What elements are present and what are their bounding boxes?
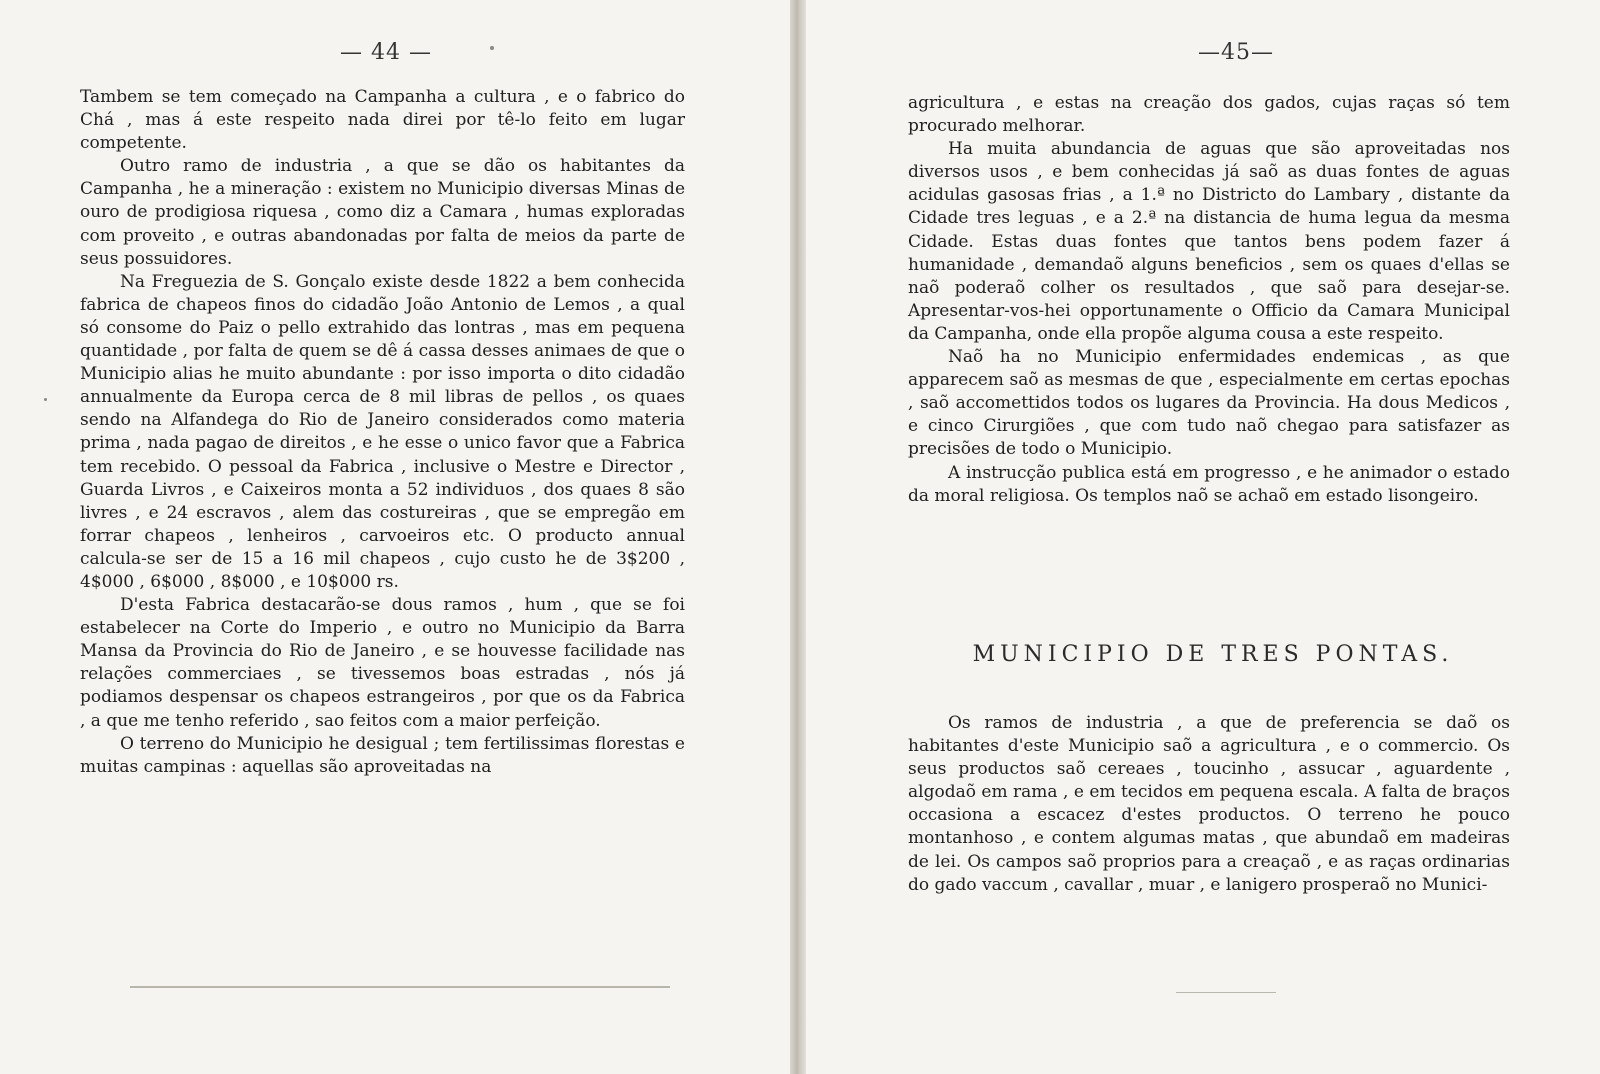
paragraph: Ha muita abundancia de aguas que são aproveitadas nos diversos usos , e bem conhecidas já saõ as duas fontes de aguas acidulas gasosas frias , a 1.ª no Districto do Lambary , distante da Cidade tres leguas , e a 2.ª na distancia de huma legua da mesma Cidade. Estas duas fontes que tantos bens podem fazer á humanidade , demandaõ alguns beneficios , sem os quaes d'ellas se naõ poderaõ colher os resultados , que saõ para desejar-se. Apresentar-vos-hei opportunamente o Officio da Camara Municipal da Campanha, onde ella propõe alguma cousa a este respeito. bbox=[908, 139, 1510, 344]
page-number: — 44 — bbox=[340, 40, 432, 65]
paragraph: agricultura , e estas na creação dos gados, cujas raças só tem procurado melhorar. bbox=[908, 93, 1510, 137]
paragraph: Os ramos de industria , a que de preferencia se daõ os habitantes d'este Municipio saõ a agricultura , e o commercio. Os seus productos saõ cereaes , toucinho , assucar , aguardente , algodaõ em rama , e em tecidos em pequena escala. A falta de braços occasiona a escacez d'estes productos. O terreno he pouco montanhoso , e contem algumas matas , que abundaõ em madeiras de lei. Os campos saõ proprios para a creaçaõ , e as raças ordinarias do gado vaccum , cavallar , muar , e lanigero prosperaõ no Munici- bbox=[908, 713, 1510, 895]
paragraph: A instrucção publica está em progresso , e he animador o estado da moral religiosa. Os templos naõ se achaõ em estado lisongeiro. bbox=[908, 462, 1510, 506]
right-page bbox=[806, 0, 1600, 1074]
paragraph: D'esta Fabrica destacarão-se dous ramos , hum , que se foi estabelecer na Corte do Imperio , e outro no Municipio da Barra Mansa da Provincia do Rio de Janeiro , e se houvesse facilidade nas relações commerciaes , se tivessemos boas estradas , nós já podiamos despensar os chapeos estrangeiros , por que os da Fabrica , a que me tenho referido , sao feitos com a maior perfeição. bbox=[80, 595, 685, 731]
ink-speck bbox=[44, 398, 47, 401]
paragraph: Na Freguezia de S. Gonçalo existe desde 1822 a bem conhecida fabrica de chapeos finos do cidadão João Antonio de Lemos , a qual só consome do Paiz o pello extrahido das lontras , mas em pequena quantidade , por falta de quem se dê á cassa desses animaes de que o Municipio alias he muito abundante : por isso importa o dito cidadão annualmente da Europa cerca de 8 mil libras de pellos , os quaes sendo na Alfandega do Rio de Janeiro considerados como materia prima , nada pagao de direitos , e he esse o unico favor que a Fabrica tem recebido. O pessoal da Fabrica , inclusive o Mestre e Director , Guarda Livros , e Caixeiros monta a 52 individuos , dos quaes 8 são livres , e 24 escravos , alem das costureiras , que se empregão em forrar chapeos , lenheiros , carvoeiros etc. O producto annual calcula-se ser de 15 a 16 mil chapeos , cujo custo he de 3$200 , 4$000 , 6$000 , 8$000 , e 10$000 rs. bbox=[80, 271, 685, 592]
paragraph: Outro ramo de industria , a que se dão os habitantes da Campanha , he a mineração : existem no Municipio diversas Minas de ouro de prodigiosa riquesa , como diz a Camara , humas exploradas com proveito , e outras abandonadas por falta de meios da parte de seus possuidores. bbox=[80, 156, 685, 269]
section-heading: MUNICIPIO DE TRES PONTAS. bbox=[972, 642, 1454, 667]
paragraph: Tambem se tem começado na Campanha a cultura , e o fabrico do Chá , mas á este respeito nada direi por tê-lo feito em lugar competente. bbox=[80, 87, 685, 154]
ink-speck bbox=[490, 46, 494, 50]
left-page bbox=[0, 0, 790, 1074]
left-page-body bbox=[80, 86, 685, 779]
paragraph: O terreno do Municipio he desigual ; tem fertilissimas florestas e muitas campinas : aquellas são aproveitadas na bbox=[80, 733, 685, 777]
right-page-body bbox=[908, 92, 1510, 508]
right-page-body-continued bbox=[908, 712, 1510, 897]
page-number: —45— bbox=[1198, 40, 1274, 65]
paragraph: Naõ ha no Municipio enfermidades endemicas , as que apparecem saõ as mesmas de que , especialmente em certas epochas , saõ accomettidos todos os lugares da Provincia. Ha dous Medicos , e cinco Cirurgiões , que com tudo naõ chegao para satisfazer as precisões de todo o Municipio. bbox=[908, 347, 1510, 460]
book-gutter bbox=[790, 0, 806, 1074]
footer-rule bbox=[1176, 992, 1276, 993]
footer-rule bbox=[130, 986, 670, 988]
